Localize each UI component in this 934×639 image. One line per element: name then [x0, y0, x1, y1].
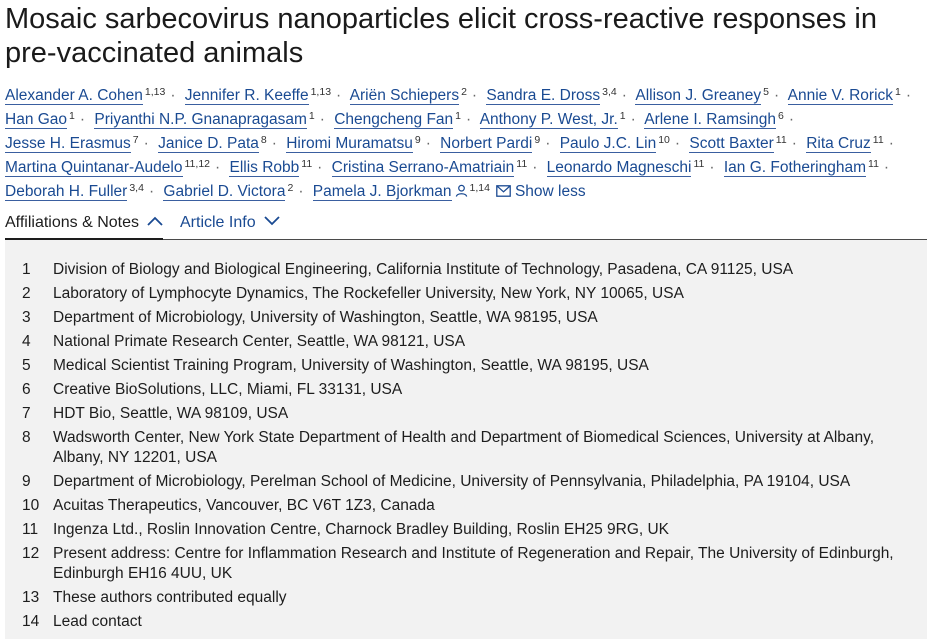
author-entry — [547, 159, 705, 176]
author-separator: · — [888, 135, 894, 152]
affiliation-item — [22, 260, 902, 280]
affiliation-number: 1 — [22, 261, 31, 278]
affiliation-number: 3 — [22, 309, 31, 326]
affiliation-text: Division of Biology and Biological Engineering, California Institute of Technology, Pasadena, CA 91125, USA — [53, 261, 794, 278]
tab-label: Article Info — [180, 214, 256, 231]
affiliation-text: Acuitas Therapeutics, Vancouver, BC V6T 1Z3, Canada — [53, 497, 435, 514]
affiliation-number: 13 — [22, 589, 40, 606]
author-link[interactable]: Alexander A. Cohen — [5, 87, 143, 104]
affiliation-item — [22, 356, 902, 376]
author-affiliation-sup: 1 — [895, 86, 901, 98]
affiliation-number: 10 — [22, 497, 40, 514]
affiliation-item — [22, 284, 902, 304]
author-affiliation-sup: 10 — [658, 134, 670, 146]
author-affiliation-sup: 2 — [461, 86, 467, 98]
author-separator: · — [471, 87, 478, 104]
author-separator: · — [883, 159, 890, 176]
affiliation-number: 8 — [22, 429, 31, 446]
author-entry — [332, 159, 528, 176]
author-entry — [185, 87, 331, 104]
author-link[interactable]: Deborah H. Fuller — [5, 183, 128, 200]
author-link[interactable]: Cristina Serrano-Amatriain — [331, 159, 515, 176]
author-entry — [560, 135, 670, 152]
affiliation-text: These authors contributed equally — [53, 589, 287, 606]
author-link[interactable]: Scott Baxter — [689, 135, 774, 152]
author-separator: · — [630, 111, 636, 128]
affiliation-item — [22, 380, 902, 400]
affiliation-item — [22, 612, 902, 632]
show-less-label: Show less — [514, 183, 586, 200]
author-entry — [440, 135, 540, 152]
affiliation-item — [22, 308, 902, 328]
author-affiliation-sup: 2 — [287, 182, 294, 194]
author-affiliation-sup: 11 — [301, 158, 313, 170]
author-link[interactable]: Rita Cruz — [806, 135, 871, 152]
author-affiliation-sup: 11,12 — [184, 158, 210, 170]
author-link[interactable]: Pamela J. Bjorkman — [312, 183, 452, 200]
affiliation-item — [22, 428, 902, 468]
author-link[interactable]: Sandra E. Dross — [486, 87, 601, 104]
author-separator: · — [148, 183, 155, 200]
author-separator: · — [298, 183, 304, 200]
author-entry — [724, 159, 879, 176]
affiliation-number: 9 — [22, 473, 31, 490]
author-separator: · — [674, 135, 681, 152]
affiliations-list — [22, 260, 902, 636]
author-link[interactable]: Martina Quintanar-Audelo — [5, 159, 183, 176]
author-separator: · — [317, 159, 323, 176]
author-affiliation-sup: 3,4 — [129, 182, 144, 194]
author-separator: · — [905, 87, 912, 104]
author-separator: · — [621, 87, 627, 104]
author-affiliation-sup: 1 — [455, 110, 461, 122]
author-link[interactable]: Jennifer R. Keeffe — [184, 87, 309, 104]
author-entry — [163, 183, 293, 200]
author-affiliation-sup: 1,14 — [469, 182, 490, 194]
affiliation-text: Present address: Centre for Inflammation Research and Institute of Regeneration and Repair, The University of Edinburgh, Edinburgh EH16 4UU, UK — [53, 545, 894, 582]
author-affiliation-sup: 11 — [872, 134, 884, 146]
affiliation-number: 6 — [22, 381, 31, 398]
affiliations-panel — [5, 240, 927, 639]
affiliation-text: Wadsworth Center, New York State Department of Health and Department of Biomedical Sciences, University at Albany, Albany, NY 12201, USA — [53, 429, 875, 466]
author-entry — [350, 87, 467, 104]
chevron-up-icon — [147, 216, 163, 226]
author-separator: · — [773, 87, 780, 104]
author-link[interactable]: Jesse H. Erasmus — [5, 135, 131, 152]
author-link[interactable]: Ian G. Fotheringham — [723, 159, 867, 176]
author-separator: · — [709, 159, 715, 176]
author-entry — [644, 111, 784, 128]
tab-article-info[interactable] — [180, 214, 280, 232]
author-separator: · — [79, 111, 86, 128]
author-entry — [313, 183, 490, 200]
author-link[interactable]: Paulo J.C. Lin — [559, 135, 657, 152]
author-entry — [480, 111, 626, 128]
author-entry — [334, 111, 461, 128]
author-affiliation-sup: 1 — [69, 110, 75, 122]
article-title: Mosaic sarbecovirus nanoparticles elicit cross-reactive responses in pre-vaccinated animals — [5, 3, 877, 69]
author-affiliation-sup: 1,13 — [310, 86, 332, 98]
author-separator: · — [336, 87, 342, 104]
author-entry — [689, 135, 786, 152]
author-link[interactable]: Ariën Schiepers — [349, 87, 460, 104]
author-link[interactable]: Ellis Robb — [229, 159, 300, 176]
show-less-toggle[interactable] — [496, 183, 586, 200]
author-entry — [788, 87, 901, 104]
author-entry — [94, 111, 314, 128]
affiliation-text: Laboratory of Lymphocyte Dynamics, The Rockefeller University, New York, NY 10065, USA — [53, 285, 684, 302]
affiliation-text: Creative BioSolutions, LLC, Miami, FL 33131, USA — [53, 381, 403, 398]
author-link[interactable]: Arlene I. Ramsingh — [644, 111, 777, 128]
author-separator: · — [271, 135, 277, 152]
affiliation-item — [22, 520, 902, 540]
affiliation-number: 11 — [22, 521, 39, 538]
author-affiliation-sup: 6 — [778, 110, 784, 122]
author-separator: · — [425, 135, 431, 152]
person-icon — [455, 184, 468, 197]
tab-label: Affiliations & Notes — [5, 214, 139, 231]
author-entry — [158, 135, 267, 152]
author-affiliation-sup: 5 — [763, 86, 769, 98]
affiliation-number: 7 — [22, 405, 31, 422]
author-affiliation-sup: 1 — [308, 110, 315, 122]
author-separator: · — [791, 135, 797, 152]
author-separator: · — [215, 159, 221, 176]
affiliation-text: Medical Scientist Training Program, University of Washington, Seattle, WA 98195, USA — [53, 357, 649, 374]
affiliation-text: National Primate Research Center, Seattle, WA 98121, USA — [53, 333, 466, 350]
author-link[interactable]: Anthony P. West, Jr. — [479, 111, 618, 128]
author-separator: · — [788, 111, 795, 128]
author-link[interactable]: Priyanthi N.P. Gnanapragasam — [94, 111, 307, 128]
author-link[interactable]: Han Gao — [5, 111, 68, 128]
author-list — [5, 84, 930, 204]
author-separator: · — [143, 135, 149, 152]
author-affiliation-sup: 1,13 — [144, 86, 166, 98]
affiliation-text: Ingenza Ltd., Roslin Innovation Centre, Charnock Bradley Building, Roslin EH25 9RG, UK — [53, 521, 670, 538]
author-entry — [635, 87, 769, 104]
author-entry — [5, 87, 165, 104]
author-affiliation-sup: 11 — [868, 158, 879, 170]
affiliation-number: 12 — [22, 545, 40, 562]
author-link[interactable]: Gabriel D. Victora — [163, 183, 286, 200]
author-affiliation-sup: 1 — [619, 110, 626, 122]
author-entry — [5, 111, 75, 128]
author-link[interactable]: Leonardo Magneschi — [546, 159, 692, 176]
affiliation-text: Department of Microbiology, Perelman School of Medicine, University of Pennsylvania, Philadelphia, PA 19104, USA — [53, 473, 851, 490]
author-entry — [5, 135, 139, 152]
affiliation-text: Department of Microbiology, University of Washington, Seattle, WA 98195, USA — [53, 309, 598, 326]
envelope-icon — [496, 185, 511, 197]
affiliation-item — [22, 332, 902, 352]
affiliation-item — [22, 472, 902, 492]
author-link[interactable]: Hiromi Muramatsu — [286, 135, 413, 152]
affiliation-number: 4 — [22, 333, 31, 350]
author-affiliation-sup: 11 — [516, 158, 528, 170]
author-affiliation-sup: 11 — [775, 134, 787, 146]
author-affiliation-sup: 7 — [132, 134, 139, 146]
author-affiliation-sup: 8 — [260, 134, 267, 146]
author-link[interactable]: Norbert Pardi — [440, 135, 533, 152]
author-link[interactable]: Allison J. Greaney — [635, 87, 762, 104]
author-entry — [286, 135, 420, 152]
affiliation-text: HDT Bio, Seattle, WA 98109, USA — [53, 405, 289, 422]
author-affiliation-sup: 9 — [414, 134, 421, 146]
author-affiliation-sup: 9 — [534, 134, 541, 146]
author-link[interactable]: Janice D. Pata — [158, 135, 259, 152]
author-entry — [806, 135, 884, 152]
affiliation-number: 14 — [22, 613, 40, 630]
author-separator: · — [170, 87, 176, 104]
author-entry — [486, 87, 616, 104]
affiliation-number: 2 — [22, 285, 31, 302]
author-affiliation-sup: 3,4 — [602, 86, 617, 98]
author-entry — [5, 183, 144, 200]
author-entry — [5, 159, 210, 176]
affiliation-item — [22, 404, 902, 424]
author-separator: · — [545, 135, 551, 152]
author-separator: · — [532, 159, 538, 176]
chevron-down-icon — [264, 216, 280, 226]
author-link[interactable]: Chengcheng Fan — [334, 111, 454, 128]
author-separator: · — [466, 111, 472, 128]
affiliation-item — [22, 544, 902, 584]
author-link[interactable]: Annie V. Rorick — [787, 87, 894, 104]
affiliation-item — [22, 496, 902, 516]
author-separator: · — [319, 111, 325, 128]
author-entry — [229, 159, 312, 176]
affiliation-item — [22, 588, 902, 608]
affiliation-text: Lead contact — [53, 613, 142, 630]
author-affiliation-sup: 11 — [693, 158, 705, 170]
tab-affiliations-notes[interactable] — [5, 214, 163, 232]
affiliation-number: 5 — [22, 357, 31, 374]
info-tabs — [5, 209, 927, 240]
